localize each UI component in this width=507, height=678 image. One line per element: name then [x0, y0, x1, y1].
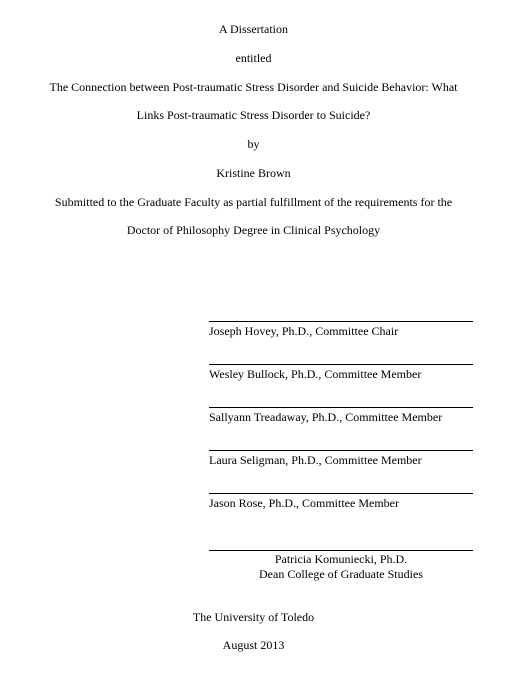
- signature-line: [209, 407, 473, 408]
- dean-title: Dean College of Graduate Studies: [259, 567, 423, 581]
- signature-line: [209, 364, 473, 365]
- committee-member-name: Joseph Hovey, Ph.D., Committee Chair: [209, 324, 399, 338]
- signature-block-chair: [209, 321, 473, 338]
- by-label: by: [247, 137, 260, 151]
- submission-statement-line-1: Submitted to the Graduate Faculty as partial fulfillment of the requirements for the: [54, 195, 453, 209]
- signature-block-dean: [209, 550, 473, 582]
- signature-block-member: [209, 450, 473, 467]
- author-name: Kristine Brown: [216, 166, 291, 180]
- committee-member-name: Laura Seligman, Ph.D., Committee Member: [209, 453, 422, 467]
- dissertation-title-line-1: The Connection between Post-traumatic Stress Disorder and Suicide Behavior: What: [49, 80, 458, 94]
- dean-name: Patricia Komuniecki, Ph.D.: [274, 552, 408, 566]
- entitled-label: entitled: [235, 51, 272, 65]
- signature-block-member: [209, 364, 473, 381]
- signature-block-member: [209, 493, 473, 510]
- signature-block-member: [209, 407, 473, 424]
- signature-line: [209, 550, 473, 551]
- document-type: A Dissertation: [219, 22, 288, 36]
- signature-line: [209, 493, 473, 494]
- submission-date: August 2013: [222, 638, 285, 652]
- signature-line: [209, 450, 473, 451]
- committee-member-name: Wesley Bullock, Ph.D., Committee Member: [209, 367, 422, 381]
- committee-member-name: Sallyann Treadaway, Ph.D., Committee Member: [209, 410, 443, 424]
- dissertation-title-line-2: Links Post-traumatic Stress Disorder to Suicide?: [136, 108, 371, 122]
- university-name: The University of Toledo: [192, 610, 315, 624]
- committee-member-name: Jason Rose, Ph.D., Committee Member: [209, 496, 399, 510]
- signature-line: [209, 321, 473, 322]
- submission-statement-line-2: Doctor of Philosophy Degree in Clinical Psychology: [126, 223, 381, 237]
